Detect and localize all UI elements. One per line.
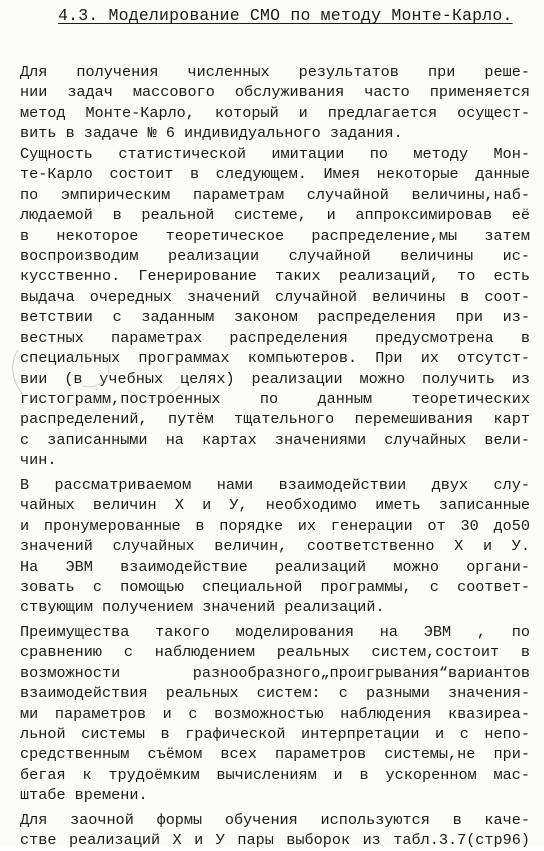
text-line: метод Монте-Карло, который и предлагается осущест- bbox=[20, 103, 530, 122]
text-line: гистограмм,построенных по данным теоретических bbox=[20, 390, 530, 408]
text-line: ветствии с заданным законом распределения при из- bbox=[20, 308, 530, 327]
text-line: вестных параметрах распределения предусмотрена в bbox=[20, 328, 530, 347]
section-title: 4.3. Моделирование СМО по методу Монте-Карло. bbox=[58, 6, 513, 25]
paragraph bbox=[20, 622, 530, 806]
text-line: чайных величин Х и У, необходимо иметь записанные bbox=[20, 496, 530, 515]
text-line: нии задач массового обслуживания часто применяется bbox=[20, 83, 530, 102]
text-line: с записанными на картах значениями случайных вели- bbox=[20, 430, 530, 449]
paragraph bbox=[20, 557, 530, 618]
text-line: сравнению с наблюдением реальных систем,состоит в bbox=[20, 643, 530, 662]
text-line: вии (в учебных целях) реализации можно получить из bbox=[20, 369, 530, 388]
text-line: чин. bbox=[20, 451, 57, 470]
text-line: бегая к трудоёмким вычислениям и в ускоренном мас- bbox=[20, 765, 530, 784]
text-line: Сущность статистической имитации по методу Мон- bbox=[20, 144, 530, 163]
text-line: кусственно. Генерирование таких реализаций, то есть bbox=[20, 267, 530, 286]
text-line: и пронумерованные в порядке их генерации от 30 до50 bbox=[20, 516, 530, 535]
text-line: ми параметров и с возможностью наблюдения квазиреа- bbox=[20, 704, 530, 723]
text-line: Для получения численных результатов при реше- bbox=[20, 63, 530, 81]
text-line: распределений, путём тщательного перемешивания карт bbox=[20, 410, 530, 429]
text-line: те-Карло состоит в следующем. Имея некоторые данные bbox=[20, 165, 530, 184]
text-line: в некоторое теоретическое распределение,мы затем bbox=[20, 226, 530, 245]
paragraph bbox=[20, 810, 530, 851]
document-body bbox=[20, 62, 530, 851]
text-line: специальных программах компьютеров. При их отсутст- bbox=[20, 349, 530, 368]
text-line: В рассматриваемом нами взаимодействии двух слу- bbox=[20, 475, 530, 494]
text-line: по эмпирическим параметрам случайной величины,наб- bbox=[20, 185, 530, 204]
text-line: зовать с помощью специальной программы, с соответ- bbox=[20, 577, 530, 596]
paragraph bbox=[20, 144, 530, 471]
text-line: людаемой в реальной системе, и аппроксимировав её bbox=[20, 206, 530, 225]
paragraph bbox=[20, 62, 530, 144]
text-line: На ЭВМ взаимодействие реализаций можно органи- bbox=[20, 557, 530, 576]
text-line: Для заочной формы обучения используются в каче- bbox=[20, 810, 530, 829]
text-line: льной системы в графической интерпретации и с непо- bbox=[20, 725, 530, 743]
text-line: стве реализаций Х и У пары выборок из табл.3.7(стр96) bbox=[20, 831, 530, 850]
text-line: штабе времени. bbox=[20, 786, 148, 805]
text-line: возможности разнообразного„проигрывания“вариантов bbox=[20, 663, 530, 682]
text-line: взаимодействия реальных систем: с разными значения- bbox=[20, 684, 530, 703]
text-line: вить в задаче № 6 индивидуального задания. bbox=[20, 124, 403, 143]
text-line: воспроизводим реализации случайной величины ис- bbox=[20, 246, 530, 265]
text-line: ствующим получением значений реализаций. bbox=[20, 598, 385, 617]
paragraph bbox=[20, 475, 530, 557]
text-line: значений случайных величин, соответственно Х и У. bbox=[20, 537, 530, 556]
text-line: Преимущества такого моделирования на ЭВМ , по bbox=[20, 622, 530, 641]
text-line: выдача очередных значений случайной величины в соот- bbox=[20, 287, 530, 306]
text-line: средственным съёмом всех параметров системы,не при- bbox=[20, 745, 530, 764]
